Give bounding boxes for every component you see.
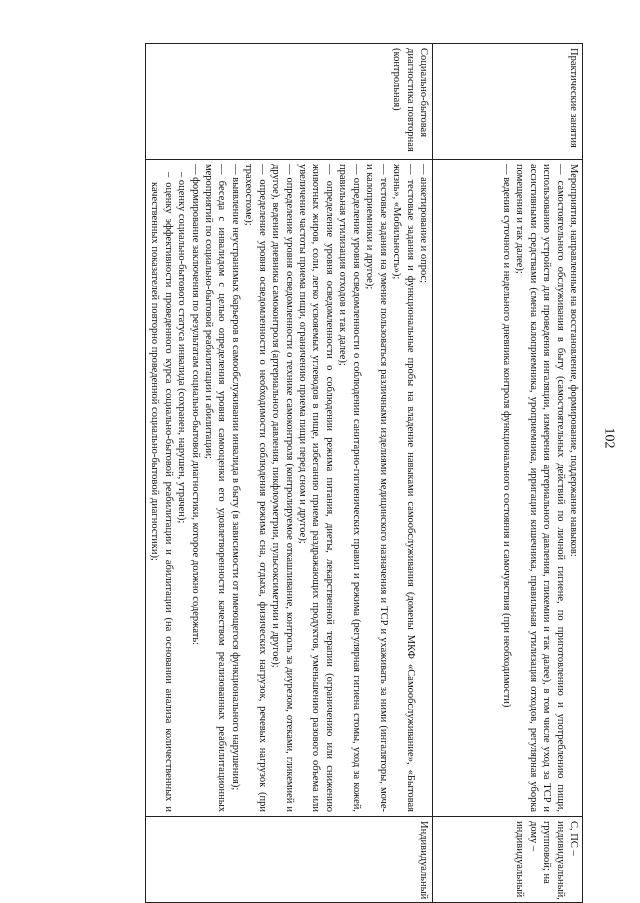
activity-content-cell (433, 160, 583, 817)
content-line: — определение уровня осведомленности о соблюдении режима питания, диеты, лекарственной терапии (ограничению или снижению животных жиров, соли, легко усвояемых углеводов в пище, избеганию приема раздражающих продуктов, уменьшению разового объема или увеличение частоты приема пищи, ограничению приема пищи перед сном и другое); (297, 164, 335, 812)
content-line: — тестовые задания на умение пользоваться различными изделиями медицинского назначения и ТСР и ухаживать за ними (ингаляторы, моче- и калоприемники и другое); (364, 164, 389, 812)
content-line: — определение уровня осведомленности о необходимости соблюдения режима сна, отдыха, физических нагрузок, речевых нагрузок (при трахеостоме); (243, 164, 268, 812)
content-subitem: – оценку эффективности проведенного курса социально-бытовой реабилитации и абилитации (на основании анализа количественных и качественных показателей повторно проведенной социально-бытовой диагностики); (149, 172, 174, 812)
activity-form: С, ПС – индивидуальный, групповой; на дому – индивидуальный (514, 821, 579, 900)
activity-form: Индивидуальный (418, 821, 429, 900)
activity-type: Социально-бытовая диагностика повторная (контрольная) (391, 48, 429, 152)
activity-type-cell (145, 44, 432, 160)
content-line: — формирование заключения по результатам социально-бытовой диагностики, которое должно содержать: (189, 164, 201, 646)
rotated-table-wrapper (57, 43, 583, 903)
content-line: — выявление неустранимых барьеров в самообслуживании инвалида в быту (в зависимости от имеющегося функционального нарушения); (229, 164, 241, 791)
content-line: — беседа с инвалидом с целью определения уровня самооценки его удовлетворенности качеством реализованных реабилитационных мероприятий по социально-бытовой реабилитации и абилитации; (203, 164, 228, 812)
content-line: — самостоятельного обслуживания в быту (самостоятельных действий по личной гигиене, по приготовлению и употреблению пищи, использованию устройств для проведения ингаляции, измерения артериального давления, гликемии и так далее), в том числе уход за ТСР и ассистивными средствами (смена калоприемника, уроприемника, ирригации кишечника, правильная утилизация отходов, регулярная уборка помещения и так далее); (514, 164, 566, 812)
content-line: — тестовые задания и функциональные пробы на владение навыками самообслуживания (домены МКФ «Самообслуживание», «Бытовая жизнь», «Мобильность»); (391, 164, 416, 812)
activity-type: Практические занятия (568, 48, 579, 148)
page-number: 102 (601, 427, 617, 449)
activity-content-cell (145, 160, 432, 817)
content-line: — ведения суточного и недельного дневника контроля функционального состояния и самочувствия (при необходимости) (500, 164, 512, 708)
table-row (145, 44, 432, 903)
content-subitem: – оценку социально-бытового статуса инвалида (сохранен, нарушен, утрачен); (176, 172, 188, 524)
table-row (433, 44, 583, 903)
activity-table (145, 43, 583, 903)
content-line: — определение уровня осведомленности о соблюдении санитарно-гигиенических правил и режима (регулярная гигиена стомы, уход за кожей, правильная утилизация отходов и так далее); (337, 164, 362, 812)
content-line: — анкетирование и опрос; (418, 164, 429, 284)
activity-form-cell (145, 817, 432, 903)
content-line: Мероприятия, направленные на восстановление, формирование, поддержание навыков: (568, 164, 579, 557)
content-line: — определение уровня осведомленности о технике самоконтроля (контролируемое откашливание, контроль за диурезом, отеками, гликемией и другое), ведении дневника самоконтроля (артериального давления, пикфлоуметрии, пульсоксиметрии и другое); (270, 164, 295, 812)
activity-type-cell (433, 44, 583, 160)
activity-form-cell (433, 817, 583, 903)
